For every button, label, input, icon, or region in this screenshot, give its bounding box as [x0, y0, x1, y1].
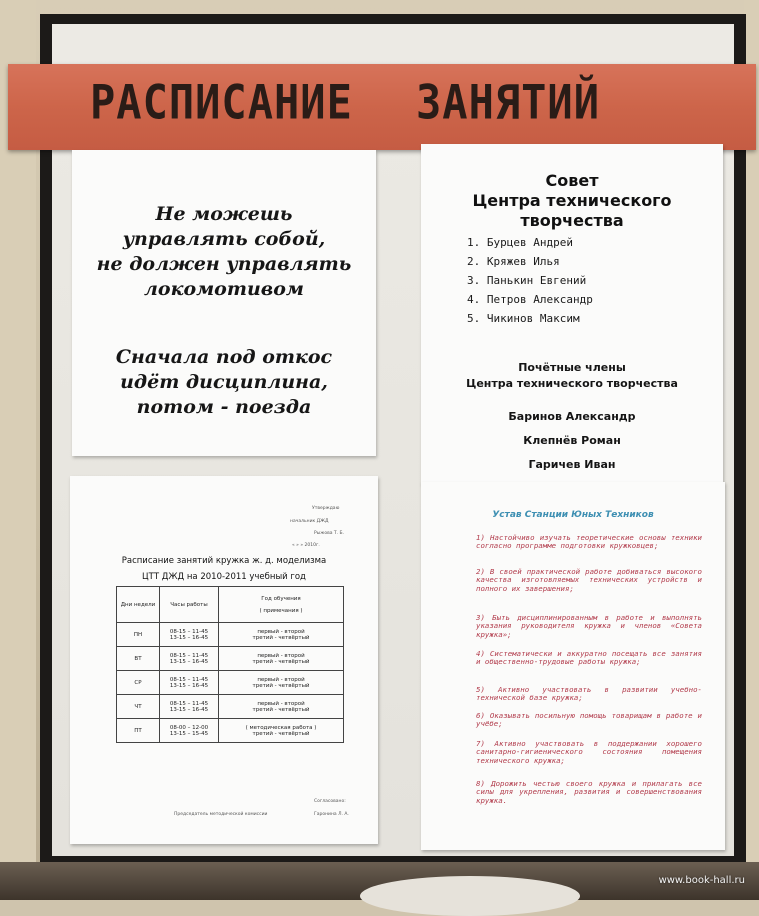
year-group: первый - второй [257, 676, 305, 683]
table-header-row [117, 587, 344, 623]
rules-sheet [421, 482, 725, 850]
honorary-member: Гаричев Иван [528, 458, 616, 471]
banner-word-classes: ЗАНЯТИЙ [416, 75, 601, 130]
table-row [117, 671, 344, 695]
rule-item: 1) Настойчиво изучать теоретические основы техники согласно программе подготовки кружковцев; [476, 533, 702, 551]
banner-ribbon [8, 64, 756, 150]
schedule-title: Расписание занятий кружка ж. д. моделизма [121, 556, 327, 566]
row-hours [160, 671, 219, 695]
header-note-label: ( примечания ) [259, 607, 303, 614]
motto-line: потом - поезда [136, 396, 312, 418]
row-hours [160, 647, 219, 671]
rule-item: 6) Оказывать посильную помощь товарищам в работе и учёбе; [476, 711, 702, 729]
council-member: 2. Кряжев Илья [467, 255, 560, 268]
schedule-subtitle: ЦТТ ДЖД на 2010-2011 учебный год [142, 572, 306, 582]
council-member: 1. Бурцев Андрей [467, 236, 573, 249]
table-row [117, 695, 344, 719]
time-slot: 08-15 – 11-45 [169, 652, 209, 659]
honorary-title-line: Центра технического творчества [466, 377, 678, 390]
rule-item: 4) Систематически и аккуратно посещать все занятия и общественно-трудовые работы кружка; [476, 649, 702, 667]
year-group: третий - четвёртый [252, 634, 310, 641]
table-row [117, 719, 344, 743]
time-slot: 13-15 – 16-45 [169, 682, 209, 689]
year-group: третий - четвёртый [252, 658, 310, 665]
commission-chair-name: Гаронина Л. А. [314, 812, 349, 817]
honorary-title-line: Почётные члены [518, 361, 626, 374]
motto-line: Сначала под откос [115, 346, 333, 368]
time-slot: 13-15 – 16-45 [169, 634, 209, 641]
year-group: первый - второй [257, 628, 305, 635]
honorary-member: Баринов Александр [508, 410, 636, 423]
approval-line: начальник ДЖД [290, 519, 329, 524]
time-slot: 13-15 – 16-45 [169, 706, 209, 713]
honorary-member: Клепнёв Роман [523, 434, 621, 447]
council-member: 5. Чикинов Максим [467, 312, 580, 325]
time-slot: 13-15 – 16-45 [169, 658, 209, 665]
motto-line: управлять собой, [122, 228, 326, 250]
schedule-sheet [70, 476, 378, 844]
year-group: третий - четвёртый [252, 730, 310, 737]
row-day: СР [117, 671, 160, 695]
time-slot: 13-15 – 15-45 [169, 730, 209, 737]
year-group: ( методическая работа ) [245, 724, 317, 731]
time-slot: 08-15 – 11-45 [169, 700, 209, 707]
council-member: 4. Петров Александр [467, 293, 593, 306]
council-title-line: творчества [520, 211, 624, 230]
row-years [219, 623, 344, 647]
rule-item: 8) Дорожить честью своего кружка и прилагать все силы для укрепления, развития и совершенствования кружка. [476, 779, 702, 805]
row-years [219, 719, 344, 743]
motto-line: не должен управлять [96, 253, 352, 275]
foreground-object [360, 876, 580, 916]
year-group: третий - четвёртый [252, 706, 310, 713]
row-hours [160, 623, 219, 647]
row-day: ПТ [117, 719, 160, 743]
council-title-line: Центра технического [472, 191, 672, 210]
header-hours: Часы работы [160, 587, 219, 623]
commission-chair-label: Председатель методической комиссии [174, 812, 268, 817]
row-day: ЧТ [117, 695, 160, 719]
time-slot: 08-15 – 11-45 [169, 676, 209, 683]
rule-item: 7) Активно участвовать в поддержании хорошего санитарно-гигиенического состояния помещения технического кружка; [476, 739, 702, 765]
row-hours [160, 695, 219, 719]
header-year [219, 587, 344, 623]
motto-sheet [72, 150, 376, 456]
row-hours [160, 719, 219, 743]
header-days: Дни недели [117, 587, 160, 623]
row-years [219, 671, 344, 695]
agreed-label: Согласовано: [314, 799, 346, 804]
table-row [117, 647, 344, 671]
schedule-table [116, 586, 344, 743]
council-sheet [421, 144, 723, 484]
approval-line: Рыжова Т. Б. [314, 531, 345, 536]
year-group: первый - второй [257, 652, 305, 659]
header-year-label: Год обучения [261, 595, 301, 602]
honorary-title [421, 360, 723, 392]
time-slot: 08-00 – 12-00 [169, 724, 209, 731]
rule-item: 3) Быть дисциплинированным в работе и выполнять указания руководителя кружка и членов «Совета кружка»; [476, 613, 702, 639]
council-title-line: Совет [545, 171, 599, 190]
rule-item: 5) Активно участвовать в развитии учебно-технической базе кружка; [476, 685, 702, 703]
approval-line: « » » 2010г. [292, 543, 320, 548]
approval-line: Утверждаю [312, 506, 340, 511]
row-years [219, 647, 344, 671]
row-day: ВТ [117, 647, 160, 671]
row-day: ПН [117, 623, 160, 647]
time-slot: 08-15 – 11-45 [169, 628, 209, 635]
rules-title: Устав Станции Юных Техников [492, 510, 654, 520]
table-row [117, 623, 344, 647]
council-member: 3. Панькин Евгений [467, 274, 587, 287]
watermark: www.book-hall.ru [658, 875, 745, 886]
council-title [421, 171, 723, 231]
rule-item: 2) В своей практической работе добиваться высокого качества изготовляемых технических устройств и полного их завершения; [476, 567, 702, 593]
motto-line: Не можешь [155, 203, 293, 225]
banner-word-schedule: РАСПИСАНИЕ [90, 75, 353, 130]
motto-line: локомотивом [144, 278, 304, 300]
row-years [219, 695, 344, 719]
year-group: третий - четвёртый [252, 682, 310, 689]
year-group: первый - второй [257, 700, 305, 707]
motto-line: идёт дисциплина, [120, 371, 328, 393]
